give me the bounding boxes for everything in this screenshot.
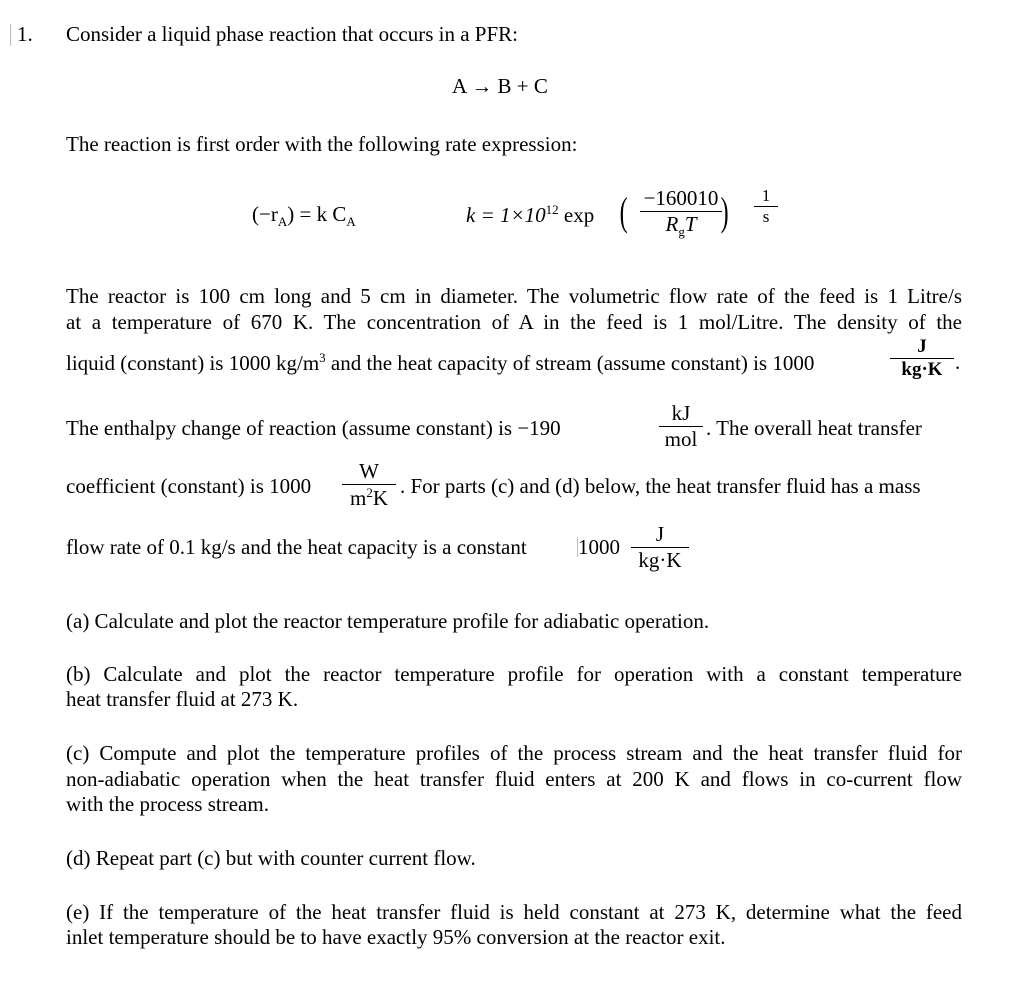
part-e-line2: inlet temperature should be to have exactly 95% conversion at the reactor exit. xyxy=(66,925,726,949)
enthalpy-unit xyxy=(659,401,703,452)
coefficient-text: coefficient (constant) is 1000 xyxy=(66,474,312,498)
rate-intro: The reaction is first order with the following rate expression: xyxy=(66,132,578,156)
flow-rate-value xyxy=(577,535,620,560)
enthalpy-text: The enthalpy change of reaction (assume constant) is −190 xyxy=(66,416,561,440)
flow-rate-num: 1000 xyxy=(578,535,620,559)
rate-expression xyxy=(252,202,356,230)
k-numerator: −160010 xyxy=(643,186,719,210)
intro-text: Consider a liquid phase reaction that occurs in a PFR: xyxy=(66,22,518,46)
part-b-line1 xyxy=(66,661,962,688)
k-unit-fraction xyxy=(754,186,778,227)
k-expression xyxy=(466,202,594,228)
margin-marker xyxy=(10,24,11,46)
para1-line1 xyxy=(66,283,962,310)
unit-m2k xyxy=(342,485,396,511)
part-e-line1-text: (e) If the temperature of the heat transfer fluid is held constant at 273 K, determine what the feed xyxy=(66,900,962,924)
flow-heat-capacity-unit xyxy=(631,522,689,573)
k-den-r: R xyxy=(665,212,679,236)
unit-kgk: kg·K xyxy=(901,359,943,380)
unit-j: J xyxy=(917,336,927,357)
unit-mol: mol xyxy=(664,427,698,451)
heat-capacity-unit xyxy=(890,336,954,381)
k-unit-num: 1 xyxy=(761,186,771,205)
k-power: 12 xyxy=(545,202,559,217)
k-den-t: T xyxy=(684,212,697,236)
flow-rate-text: flow rate of 0.1 kg/s and the heat capacity is a constant xyxy=(66,535,527,559)
k-exp: exp xyxy=(563,203,595,227)
enthalpy-text-end: . The overall heat transfer xyxy=(706,416,922,440)
part-c-line1-text: (c) Compute and plot the temperature profiles of the process stream and the heat transfer fluid for xyxy=(66,741,962,765)
k-lhs: k = 1×10 xyxy=(466,203,546,227)
part-b-line1-text: (b) Calculate and plot the reactor temperature profile for operation with a constant temperature xyxy=(66,662,962,686)
para1-line3 xyxy=(66,350,814,376)
para1-line2-text: at a temperature of 670 K. The concentration of A in the feed is 1 mol/Litre. The density of the xyxy=(66,310,962,334)
unit-w: W xyxy=(359,459,379,483)
k-unit-den: s xyxy=(762,207,770,226)
unit-k: K xyxy=(372,486,388,510)
coefficient-text-end: . For parts (c) and (d) below, the heat transfer fluid has a mass xyxy=(400,474,921,498)
k-denominator xyxy=(640,212,722,240)
para1-end-period: . xyxy=(955,350,961,374)
part-c-line3: with the process stream. xyxy=(66,792,269,816)
part-a: (a) Calculate and plot the reactor temperature profile for adiabatic operation. xyxy=(66,609,710,633)
problem-number: 1. xyxy=(17,22,33,46)
reaction-equation: A → B + C xyxy=(452,74,548,98)
part-c-line2-text: non-adiabatic operation when the heat transfer fluid enters at 200 K and flows in co-current flow xyxy=(66,767,962,791)
unit-m-sup: 2 xyxy=(366,485,373,500)
unit-kj: kJ xyxy=(671,401,691,425)
heat-capacity-text: and the heat capacity of stream (assume constant) is 1000 xyxy=(325,351,815,375)
rate-rhs-sub: A xyxy=(346,214,356,230)
unit-m: m xyxy=(349,486,367,510)
k-den-sub: g xyxy=(678,224,685,240)
flow-unit-j: J xyxy=(655,522,665,546)
rate-lhs-r: (−r xyxy=(252,202,278,226)
para1-line1-text: The reactor is 100 cm long and 5 cm in diameter. The volumetric flow rate of the feed is 1 Litre/s xyxy=(66,284,962,308)
part-d: (d) Repeat part (c) but with counter current flow. xyxy=(66,846,476,870)
para1-line2 xyxy=(66,309,962,336)
part-c-line1 xyxy=(66,740,962,767)
left-paren: ( xyxy=(619,189,628,234)
density-text: liquid (constant) is 1000 kg/m xyxy=(66,351,320,375)
part-c-line2 xyxy=(66,766,962,793)
k-fraction xyxy=(640,186,722,240)
coefficient-unit xyxy=(342,459,396,511)
rate-lhs-sub: A xyxy=(277,214,288,230)
part-b-line2: heat transfer fluid at 273 K. xyxy=(66,687,299,711)
flow-unit-kgk: kg·K xyxy=(638,548,682,572)
rate-lhs-rest: ) = k C xyxy=(287,202,347,226)
right-paren: ) xyxy=(720,189,729,234)
part-e-line1 xyxy=(66,899,962,926)
density-sup: 3 xyxy=(319,350,326,365)
